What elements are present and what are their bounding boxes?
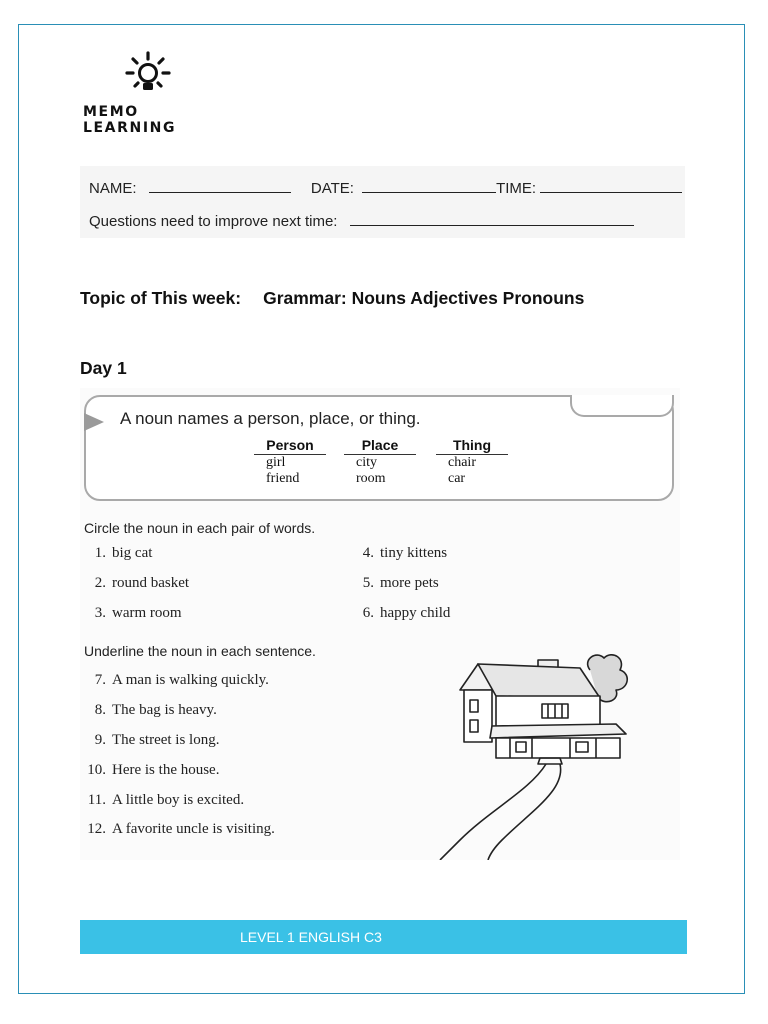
name-field[interactable] bbox=[149, 178, 291, 193]
time-field[interactable] bbox=[540, 178, 682, 193]
instruction-underline: Underline the noun in each sentence. bbox=[84, 643, 316, 659]
exercise-item: 1. big cat bbox=[94, 545, 153, 561]
column-place bbox=[344, 437, 416, 487]
logo bbox=[80, 48, 220, 136]
exercise-item: 8. The bag is heavy. bbox=[94, 702, 217, 718]
date-label: DATE: bbox=[310, 180, 354, 197]
column-item: room bbox=[356, 471, 386, 486]
logo-text: MEMO LEARNING bbox=[83, 104, 177, 136]
date-field[interactable] bbox=[362, 178, 496, 193]
arrow-icon bbox=[84, 413, 104, 431]
topic-label: Topic of This week: bbox=[80, 288, 242, 308]
exercise-item: 12. A favorite uncle is visiting. bbox=[87, 821, 275, 837]
time-label: TIME: bbox=[496, 180, 537, 197]
column-item: city bbox=[356, 455, 377, 470]
column-header: Place bbox=[344, 437, 416, 455]
topic-value: Grammar: Nouns Adjectives Pronouns bbox=[263, 288, 585, 308]
column-item: chair bbox=[448, 455, 476, 470]
questions-field[interactable] bbox=[350, 211, 634, 226]
name-label: NAME: bbox=[89, 180, 137, 197]
column-header: Person bbox=[254, 437, 326, 455]
exercise-item: 6. happy child bbox=[362, 605, 451, 621]
column-item: car bbox=[448, 471, 466, 486]
footer-text: LEVEL 1 ENGLISH C3 bbox=[240, 929, 382, 945]
box-tab bbox=[570, 395, 674, 417]
exercise-item: 3. warm room bbox=[94, 605, 182, 621]
house-illustration bbox=[420, 640, 635, 860]
footer-bar bbox=[80, 920, 687, 954]
questions-label: Questions need to improve next time: bbox=[89, 213, 338, 230]
column-header: Thing bbox=[436, 437, 508, 455]
form-row-name-date-time bbox=[89, 178, 682, 197]
column-thing bbox=[436, 437, 508, 487]
exercise-item: 10. Here is the house. bbox=[87, 762, 220, 778]
definition-text: A noun names a person, place, or thing. bbox=[120, 409, 421, 428]
worksheet bbox=[80, 388, 680, 860]
column-item: friend bbox=[266, 471, 300, 486]
column-person bbox=[254, 437, 326, 487]
column-item: girl bbox=[266, 455, 286, 470]
instruction-circle: Circle the noun in each pair of words. bbox=[84, 520, 316, 536]
lightbulb-icon bbox=[122, 50, 174, 98]
exercise-item: 2. round basket bbox=[94, 575, 190, 591]
form-row-questions bbox=[89, 211, 634, 230]
student-info-form bbox=[80, 166, 685, 238]
exercise-item: 7. A man is walking quickly. bbox=[94, 672, 269, 688]
topic-line bbox=[80, 288, 584, 309]
exercise-item: 5. more pets bbox=[362, 575, 439, 591]
exercise-item: 9. The street is long. bbox=[94, 732, 220, 748]
exercise-item: 11. A little boy is excited. bbox=[87, 792, 245, 808]
day-heading: Day 1 bbox=[80, 358, 127, 378]
definition-box bbox=[84, 395, 674, 501]
exercise-item: 4. tiny kittens bbox=[362, 545, 448, 561]
